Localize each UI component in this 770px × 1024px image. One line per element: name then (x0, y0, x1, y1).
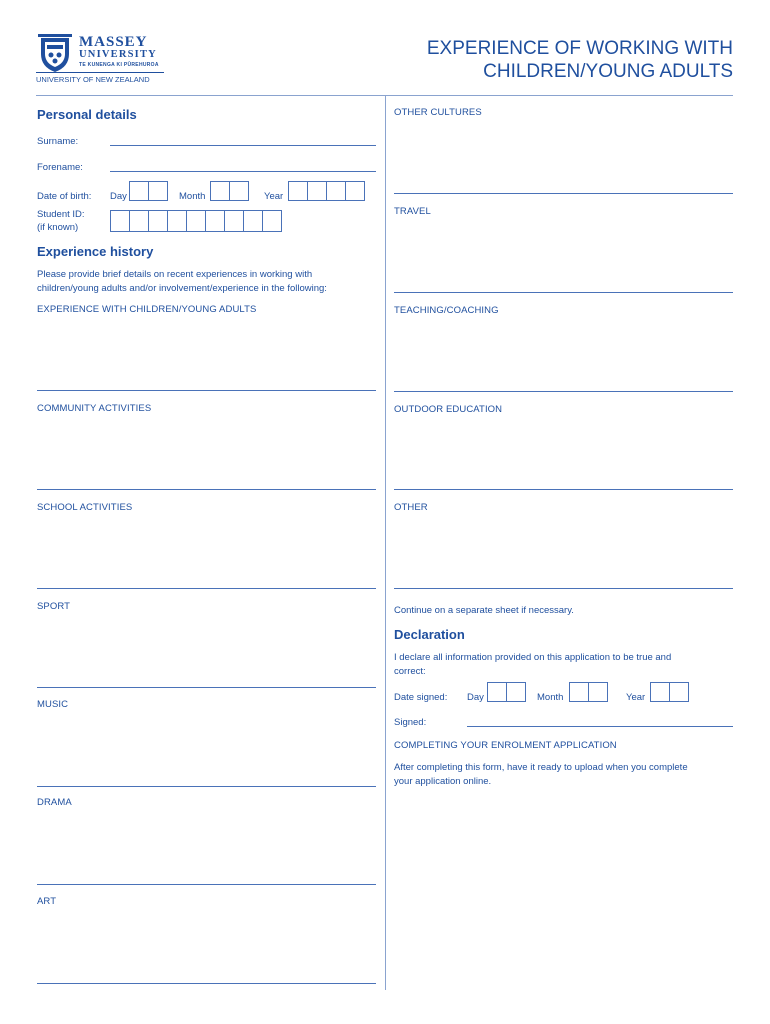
declaration-text (394, 651, 734, 679)
field-travel[interactable] (394, 292, 733, 293)
university-logo (36, 32, 166, 88)
signature-field[interactable] (467, 726, 733, 727)
field-other-cultures[interactable] (394, 193, 733, 194)
student-id-note: (if known) (37, 222, 79, 233)
date-signed-day-label: Day (467, 692, 484, 703)
field-outdoor-education[interactable] (394, 489, 733, 490)
column-divider (385, 95, 386, 990)
section-drama: DRAMA (37, 797, 72, 808)
field-music[interactable] (37, 786, 376, 787)
logo-underline (36, 72, 164, 73)
completing-text-line1: After completing this form, have it ready to upload when you complete (394, 762, 688, 773)
declaration-heading: Declaration (394, 627, 465, 642)
field-other[interactable] (394, 588, 733, 589)
section-experience-children: EXPERIENCE WITH CHILDREN/YOUNG ADULTS (37, 304, 257, 315)
field-teaching[interactable] (394, 391, 733, 392)
date-signed-year-boxes[interactable] (650, 682, 689, 702)
history-intro-line1: Please provide brief details on recent experiences in working with (37, 269, 313, 280)
forename-field[interactable] (110, 171, 376, 172)
logo-name2: UNIVERSITY (79, 49, 157, 60)
field-community[interactable] (37, 489, 376, 490)
date-signed-month-label: Month (537, 692, 564, 703)
section-music: MUSIC (37, 699, 69, 710)
dob-year-label: Year (264, 191, 284, 202)
date-signed-day-boxes[interactable] (487, 682, 526, 702)
date-signed-label: Date signed: (394, 692, 448, 703)
history-intro-line2: children/young adults and/or involvement/experience in the following: (37, 283, 327, 294)
crest-icon (38, 34, 72, 74)
student-id-boxes[interactable] (110, 210, 282, 232)
completing-heading: COMPLETING YOUR ENROLMENT APPLICATION (394, 740, 617, 751)
logo-maori: TE KUNENGA KI PŪREHUROA (79, 62, 159, 68)
field-sport[interactable] (37, 687, 376, 688)
section-travel: TRAVEL (394, 206, 431, 217)
section-teaching: TEACHING/COACHING (394, 305, 499, 316)
section-outdoor-education: OUTDOOR EDUCATION (394, 404, 503, 415)
surname-label: Surname: (37, 136, 79, 147)
date-signed-month-boxes[interactable] (569, 682, 608, 702)
completing-text-line2: your application online. (394, 776, 492, 787)
dob-day-boxes[interactable] (129, 181, 168, 201)
dob-month-boxes[interactable] (210, 181, 249, 201)
field-art[interactable] (37, 983, 376, 984)
continue-note: Continue on a separate sheet if necessary. (394, 605, 574, 616)
declaration-text-line1: I declare all information provided on this application to be true and (394, 652, 672, 663)
history-intro (37, 268, 377, 296)
field-school[interactable] (37, 588, 376, 589)
personal-details-heading: Personal details (37, 107, 137, 122)
forename-label: Forename: (37, 162, 83, 173)
section-sport: SPORT (37, 601, 71, 612)
dob-day-label: Day (110, 191, 127, 202)
title-line1: EXPERIENCE OF WORKING WITH (426, 38, 733, 59)
dob-month-label: Month (179, 191, 206, 202)
page-title (427, 37, 733, 83)
dob-year-boxes[interactable] (288, 181, 365, 201)
date-signed-year-label: Year (626, 692, 646, 703)
surname-field[interactable] (110, 145, 376, 146)
section-other-cultures: OTHER CULTURES (394, 107, 482, 118)
title-line2: CHILDREN/YOUNG ADULTS (483, 61, 733, 82)
student-id-label: Student ID: (37, 209, 85, 220)
section-other: OTHER (394, 502, 428, 513)
field-drama[interactable] (37, 884, 376, 885)
completing-text (394, 761, 734, 789)
section-art: ART (37, 896, 57, 907)
section-school: SCHOOL ACTIVITIES (37, 502, 133, 513)
declaration-text-line2: correct: (394, 666, 426, 677)
section-community: COMMUNITY ACTIVITIES (37, 403, 152, 414)
logo-tagline: UNIVERSITY OF NEW ZEALAND (36, 75, 150, 84)
experience-history-heading: Experience history (37, 244, 154, 259)
field-experience-children[interactable] (37, 390, 376, 391)
signed-label: Signed: (394, 717, 427, 728)
logo-name: MASSEY (79, 34, 148, 50)
dob-label: Date of birth: (37, 191, 92, 202)
